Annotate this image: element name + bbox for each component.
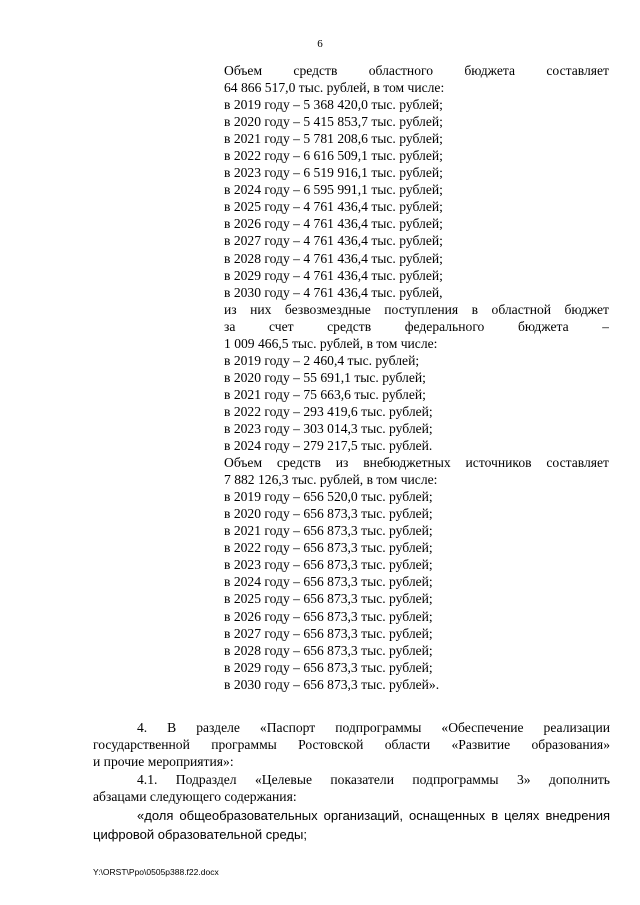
- extrabudgetary-intro: Объем средств из внебюджетных источников составляет: [224, 455, 609, 471]
- regional-year-line: в 2028 году – 4 761 436,4 тыс. рублей;: [224, 250, 443, 266]
- section-4-heading: 4. В разделе «Паспорт подпрограммы «Обеспечение реализации: [137, 720, 610, 735]
- extrabudgetary-year-line: в 2021 году – 656 873,3 тыс. рублей;: [224, 523, 433, 539]
- federal-transfers-intro: из них безвозмездные поступления в областной бюджет: [224, 301, 609, 317]
- extrabudgetary-total: 7 882 126,3 тыс. рублей, в том числе:: [224, 472, 438, 488]
- section-4-1-paragraph: [93, 771, 610, 843]
- federal-year-line: в 2022 году – 293 419,6 тыс. рублей;: [224, 403, 433, 419]
- extrabudgetary-year-line: в 2024 году – 656 873,3 тыс. рублей;: [224, 574, 433, 590]
- section-4-1-indicator: цифровой образовательной среды;: [93, 826, 307, 842]
- regional-year-line: в 2021 году – 5 781 208,6 тыс. рублей;: [224, 131, 443, 147]
- section-4-1-heading: 4.1. Подраздел «Целевые показатели подпрограммы 3» дополнить: [137, 772, 610, 787]
- extrabudgetary-year-line: в 2026 году – 656 873,3 тыс. рублей;: [224, 608, 433, 624]
- regional-year-line: в 2026 году – 4 761 436,4 тыс. рублей;: [224, 216, 443, 232]
- federal-transfers-total: 1 009 466,5 тыс. рублей, в том числе:: [224, 335, 438, 351]
- file-path-footer: Y:\ORST\Ppo\0505p388.f22.docx: [93, 867, 219, 877]
- regional-year-line: в 2022 году – 6 616 509,1 тыс. рублей;: [224, 148, 443, 164]
- section-4-text: государственной программы Ростовской области «Развитие образования»: [93, 737, 610, 753]
- section-4-paragraph: [93, 719, 610, 771]
- federal-year-line: в 2020 году – 55 691,1 тыс. рублей;: [224, 369, 426, 385]
- extrabudgetary-year-line: в 2028 году – 656 873,3 тыс. рублей;: [224, 642, 433, 658]
- federal-transfers-source: за счет средств федерального бюджета –: [224, 318, 609, 334]
- section-4-text: и прочие мероприятия»:: [93, 754, 234, 770]
- extrabudgetary-year-line: в 2019 году – 656 520,0 тыс. рублей;: [224, 489, 433, 505]
- extrabudgetary-year-line: в 2023 году – 656 873,3 тыс. рублей;: [224, 557, 433, 573]
- regional-year-line: в 2019 году – 5 368 420,0 тыс. рублей;: [224, 97, 443, 113]
- regional-year-line: в 2027 году – 4 761 436,4 тыс. рублей;: [224, 233, 443, 249]
- extrabudgetary-year-line: в 2030 году – 656 873,3 тыс. рублей».: [224, 676, 440, 692]
- regional-budget-intro: Объем средств областного бюджета составляет: [224, 63, 609, 78]
- regional-year-line: в 2024 году – 6 595 991,1 тыс. рублей;: [224, 182, 443, 198]
- regional-budget-total: 64 866 517,0 тыс. рублей, в том числе:: [224, 80, 445, 96]
- extrabudgetary-year-line: в 2020 году – 656 873,3 тыс. рублей;: [224, 506, 433, 522]
- section-4-1-indicator: «доля общеобразовательных организаций, оснащенных в целях внедрения: [137, 808, 610, 824]
- regional-year-line: в 2029 году – 4 761 436,4 тыс. рублей;: [224, 267, 443, 283]
- regional-year-line: в 2020 году – 5 415 853,7 тыс. рублей;: [224, 114, 443, 130]
- extrabudgetary-year-line: в 2025 году – 656 873,3 тыс. рублей;: [224, 591, 433, 607]
- federal-year-line: в 2019 году – 2 460,4 тыс. рублей;: [224, 352, 420, 368]
- extrabudgetary-year-line: в 2027 году – 656 873,3 тыс. рублей;: [224, 625, 433, 641]
- regional-year-line: в 2025 году – 4 761 436,4 тыс. рублей;: [224, 199, 443, 215]
- federal-year-line: в 2023 году – 303 014,3 тыс. рублей;: [224, 420, 433, 436]
- regional-year-line: в 2023 году – 6 519 916,1 тыс. рублей;: [224, 165, 443, 181]
- extrabudgetary-year-line: в 2022 году – 656 873,3 тыс. рублей;: [224, 540, 433, 556]
- budget-column: [224, 62, 609, 693]
- federal-year-line: в 2021 году – 75 663,6 тыс. рублей;: [224, 386, 426, 402]
- section-4-1-text: абзацами следующего содержания:: [93, 789, 297, 805]
- regional-year-line: в 2030 году – 4 761 436,4 тыс. рублей,: [224, 284, 443, 300]
- federal-year-line: в 2024 году – 279 217,5 тыс. рублей.: [224, 438, 433, 454]
- page-number: 6: [317, 38, 323, 50]
- extrabudgetary-year-line: в 2029 году – 656 873,3 тыс. рублей;: [224, 659, 433, 675]
